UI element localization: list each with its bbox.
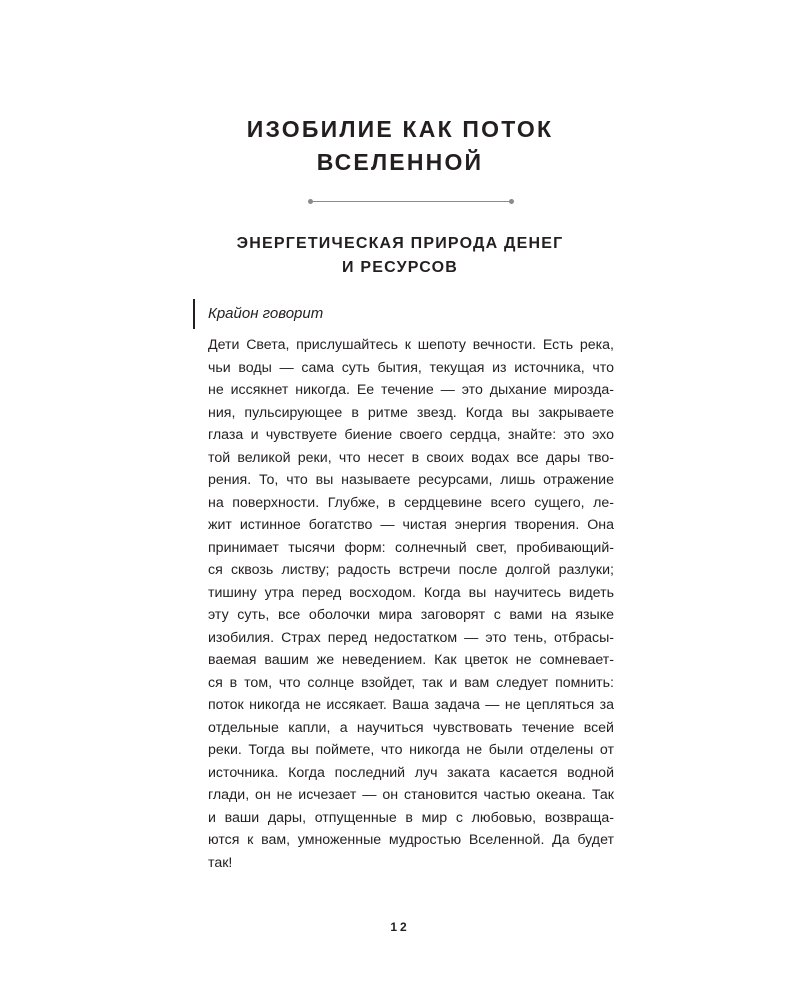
body-line: не иссякнет никогда. Ее течение — это дыхание мирозда- — [208, 382, 614, 398]
section-title — [0, 232, 800, 280]
body-line: глаза и чувствуете биение своего сердца, знайте: это эхо — [208, 427, 614, 443]
body-line: глади, он не исчезает — он становится частью океана. Так — [208, 787, 614, 803]
body-line: поток никогда не иссякает. Ваша задача — не цепляться за — [208, 697, 614, 713]
divider-dot-icon — [308, 199, 313, 204]
body-paragraph — [208, 334, 614, 874]
body-line: Дети Света, прислушайтесь к шепоту вечности. Есть река, — [208, 337, 614, 353]
body-line: источника. Когда последний луч заката касается водной — [208, 764, 614, 781]
chapter-title-line: ВСЕЛЕННОЙ — [316, 149, 484, 175]
body-line: и ваши дары, отпущенные в мир с любовью, возвраща- — [208, 809, 614, 826]
speaker-label: Крайон говорит — [208, 305, 324, 322]
body-line: той великой реки, что несет в своих водах все дары тво- — [208, 449, 614, 466]
body-line: эту суть, все оболочки мира заговорят с вами на языке — [208, 607, 614, 623]
body-line: тишину утра перед восходом. Когда вы научитесь видеть — [208, 584, 614, 601]
body-line: изобилия. Страх перед недостатком — это тень, отбрасы- — [208, 629, 614, 646]
body-line: ся в том, что солнце взойдет, так и вам следует помнить: — [208, 674, 614, 691]
divider-dot-icon — [509, 199, 514, 204]
body-line: ния, пульсирующее в ритме звезд. Когда вы закрываете — [208, 404, 614, 421]
chapter-title — [0, 113, 800, 179]
page-number: 12 — [390, 920, 410, 934]
body-line: рения. То, что вы называете ресурсами, лишь отражение — [208, 472, 614, 488]
section-title-line: И РЕСУРСОВ — [341, 259, 458, 276]
body-line: принимает тысячи форм: солнечный свет, пробивающий- — [208, 539, 614, 556]
body-line: ся сквозь листву; радость встречи после долгой разлуки; — [208, 562, 614, 578]
ornamental-divider — [310, 201, 512, 202]
quote-bar — [193, 299, 195, 329]
body-line: на поверхности. Глубже, в сердцевине всего сущего, ле- — [208, 494, 614, 511]
body-line: реки. Тогда вы поймете, что никогда не были отделены от — [208, 742, 614, 758]
body-line: так! — [208, 854, 233, 871]
body-line: ются к вам, умноженные мудростью Вселенной. Да будет — [208, 832, 614, 848]
chapter-title-line: ИЗОБИЛИЕ КАК ПОТОК — [246, 116, 554, 142]
body-line: ваемая вашим же неведением. Как цветок не сомневает- — [208, 652, 614, 668]
body-line: жит истинное богатство — чистая энергия творения. Она — [208, 517, 614, 533]
body-line: чьи воды — сама суть бытия, текущая из источника, что — [208, 359, 614, 376]
body-line: отдельные капли, а научиться чувствовать течение всей — [208, 719, 614, 736]
section-title-line: ЭНЕРГЕТИЧЕСКАЯ ПРИРОДА ДЕНЕГ — [236, 235, 564, 252]
